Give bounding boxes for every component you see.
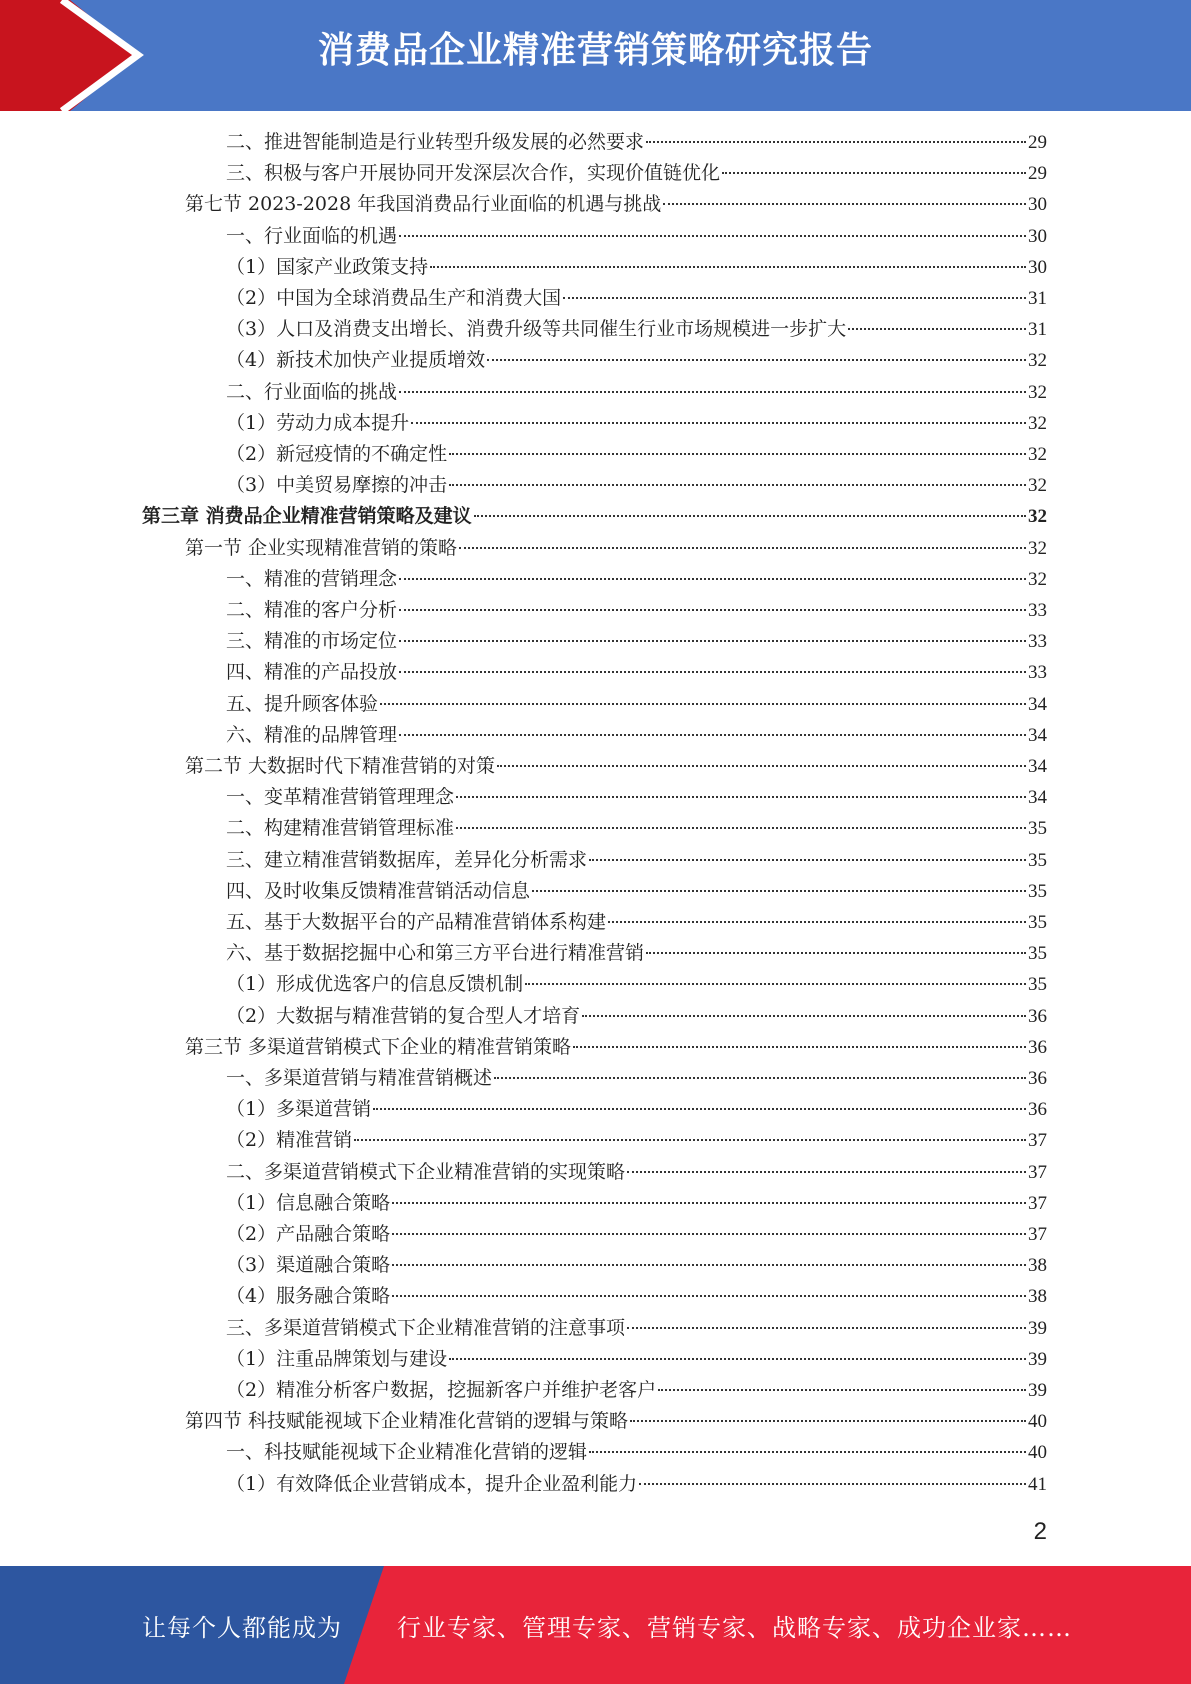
toc-entry-title: 五、基于大数据平台的产品精准营销体系构建 — [226, 911, 607, 933]
toc-subsection-entry[interactable] — [226, 782, 1047, 813]
toc-subsection-entry[interactable] — [226, 657, 1047, 688]
toc-subsection-entry[interactable] — [226, 221, 1047, 252]
toc-entry-page: 33 — [1028, 662, 1047, 684]
toc-subsection-entry[interactable] — [226, 345, 1047, 376]
toc-dot-leader — [630, 1420, 1026, 1422]
toc-subsection-entry[interactable] — [226, 1469, 1047, 1500]
toc-dot-leader — [392, 1202, 1026, 1204]
toc-subsection-entry[interactable] — [226, 720, 1047, 751]
toc-entry-page: 34 — [1028, 693, 1047, 715]
toc-entry-page: 37 — [1028, 1130, 1047, 1152]
toc-dot-leader — [354, 1139, 1026, 1141]
toc-entry-page: 30 — [1028, 256, 1047, 278]
toc-dot-leader — [627, 1327, 1026, 1329]
toc-entry-title: 四、精准的产品投放 — [226, 661, 398, 684]
toc-section-entry[interactable] — [185, 533, 1047, 564]
toc-subsection-entry[interactable] — [226, 907, 1047, 938]
toc-subsection-entry[interactable] — [226, 1344, 1047, 1375]
toc-entry-page: 39 — [1028, 1317, 1047, 1339]
toc-entry-title: 二、多渠道营销模式下企业精准营销的实现策略 — [226, 1160, 626, 1183]
toc-entry-title: （2）精准分析客户数据，挖掘新客户并维护老客户 — [226, 1379, 657, 1401]
toc-dot-leader — [646, 141, 1026, 143]
toc-entry-page: 36 — [1028, 1005, 1047, 1027]
toc-subsection-entry[interactable] — [226, 595, 1047, 626]
toc-entry-title: 四、及时收集反馈精准营销活动信息 — [226, 879, 531, 902]
toc-dot-leader — [411, 422, 1026, 424]
toc-dot-leader — [392, 1233, 1026, 1235]
toc-entry-page: 35 — [1028, 974, 1047, 996]
toc-dot-leader — [456, 796, 1026, 798]
toc-entry-page: 35 — [1028, 880, 1047, 902]
toc-entry-title: 一、精准的营销理念 — [226, 567, 398, 590]
toc-subsection-entry[interactable] — [226, 1281, 1047, 1312]
toc-entry-title: （2）产品融合策略 — [226, 1223, 391, 1245]
toc-entry-title: 二、构建精准营销管理标准 — [226, 817, 455, 840]
toc-subsection-entry[interactable] — [226, 845, 1047, 876]
toc-entry-page: 34 — [1028, 724, 1047, 746]
toc-entry-title: 六、精准的品牌管理 — [226, 723, 398, 746]
toc-dot-leader — [848, 328, 1026, 330]
document-title: 消费品企业精准营销策略研究报告 — [317, 30, 873, 71]
toc-subsection-entry[interactable] — [226, 1188, 1047, 1219]
toc-entry-page: 32 — [1028, 568, 1047, 590]
toc-subsection-entry[interactable] — [226, 969, 1047, 1000]
toc-dot-leader — [722, 172, 1026, 174]
toc-dot-leader — [627, 1171, 1026, 1173]
toc-entry-page: 33 — [1028, 631, 1047, 653]
toc-subsection-entry[interactable] — [226, 408, 1047, 439]
toc-section-entry[interactable] — [185, 751, 1047, 782]
toc-entry-page: 32 — [1028, 444, 1047, 465]
toc-dot-leader — [525, 983, 1026, 985]
toc-entry-title: 二、推进智能制造是行业转型升级发展的必然要求 — [226, 131, 645, 153]
toc-entry-title: （3）渠道融合策略 — [226, 1254, 391, 1277]
toc-dot-leader — [532, 890, 1026, 892]
toc-entry-page: 38 — [1028, 1286, 1047, 1308]
toc-subsection-entry[interactable] — [226, 314, 1047, 345]
toc-entry-title: （2）中国为全球消费品生产和消费大国 — [226, 287, 562, 309]
toc-entry-title: 一、科技赋能视域下企业精准化营销的逻辑 — [226, 1441, 588, 1464]
toc-entry-title: （3）中美贸易摩擦的冲击 — [226, 474, 448, 497]
toc-dot-leader — [646, 952, 1026, 954]
toc-entry-page: 38 — [1028, 1255, 1047, 1277]
toc-entry-page: 29 — [1028, 132, 1047, 153]
toc-entry-title: （1）注重品牌策划与建设 — [226, 1347, 448, 1370]
toc-entry-title: 六、基于数据挖掘中心和第三方平台进行精准营销 — [226, 942, 645, 965]
toc-entry-title: 一、行业面临的机遇 — [226, 224, 398, 247]
toc-subsection-entry[interactable] — [226, 1250, 1047, 1281]
toc-entry-page: 32 — [1028, 506, 1047, 528]
toc-subsection-entry[interactable] — [226, 1375, 1047, 1406]
toc-entry-page: 39 — [1028, 1348, 1047, 1370]
toc-entry-page: 36 — [1028, 1036, 1047, 1058]
toc-dot-leader — [399, 235, 1026, 237]
toc-entry-title: 第三章 消费品企业精准营销策略及建议 — [142, 505, 472, 528]
page-footer — [0, 1566, 1191, 1684]
toc-entry-page: 36 — [1028, 1099, 1047, 1121]
toc-entry-page: 40 — [1028, 1442, 1047, 1464]
toc-dot-leader — [494, 1077, 1026, 1079]
toc-dot-leader — [497, 765, 1026, 767]
toc-chapter-entry[interactable] — [142, 501, 1047, 532]
toc-subsection-entry[interactable] — [226, 813, 1047, 844]
toc-entry-title: 一、多渠道营销与精准营销概述 — [226, 1067, 493, 1089]
toc-entry-title: 第一节 企业实现精准营销的策略 — [185, 536, 458, 559]
toc-subsection-entry[interactable] — [226, 1313, 1047, 1344]
toc-entry-title: 三、积极与客户开展协同开发深层次合作，实现价值链优化 — [226, 162, 721, 185]
toc-dot-leader — [474, 515, 1026, 517]
toc-dot-leader — [392, 1264, 1026, 1266]
toc-entry-page: 29 — [1028, 163, 1047, 185]
toc-dot-leader — [399, 609, 1026, 611]
toc-subsection-entry[interactable] — [226, 283, 1047, 314]
toc-entry-title: （4）新技术加快产业提质增效 — [226, 349, 486, 372]
toc-entry-title: （1）多渠道营销 — [226, 1098, 372, 1121]
toc-dot-leader — [658, 1389, 1026, 1391]
toc-entry-title: （1）有效降低企业营销成本，提升企业盈利能力 — [226, 1472, 638, 1495]
toc-section-entry[interactable] — [185, 189, 1047, 220]
toc-entry-title: 第二节 大数据时代下精准营销的对策 — [185, 755, 496, 777]
toc-entry-page: 31 — [1028, 319, 1047, 341]
toc-entry-title: （1）信息融合策略 — [226, 1191, 391, 1214]
toc-subsection-entry[interactable] — [226, 564, 1047, 595]
toc-dot-leader — [456, 827, 1026, 829]
toc-subsection-entry[interactable] — [226, 1437, 1047, 1468]
toc-entry-title: （2）大数据与精准营销的复合型人才培育 — [226, 1004, 581, 1027]
toc-entry-page: 40 — [1028, 1411, 1047, 1433]
toc-dot-leader — [399, 671, 1026, 673]
toc-entry-page: 35 — [1028, 912, 1047, 933]
toc-subsection-entry[interactable] — [226, 1125, 1047, 1156]
toc-entry-page: 32 — [1028, 475, 1047, 497]
toc-entry-page: 39 — [1028, 1380, 1047, 1401]
toc-entry-title: 三、多渠道营销模式下企业精准营销的注意事项 — [226, 1316, 626, 1339]
toc-entry-title: 二、精准的客户分析 — [226, 599, 398, 621]
toc-entry-page: 37 — [1028, 1224, 1047, 1245]
toc-entry-page: 32 — [1028, 537, 1047, 559]
toc-dot-leader — [563, 297, 1026, 299]
toc-subsection-entry[interactable] — [226, 626, 1047, 657]
footer-slogan-right: 行业专家、管理专家、营销专家、战略专家、成功企业家…… — [397, 1614, 1072, 1642]
toc-entry-title: 第三节 多渠道营销模式下企业的精准营销策略 — [185, 1035, 572, 1058]
toc-subsection-entry[interactable] — [226, 439, 1047, 470]
toc-dot-leader — [430, 266, 1026, 268]
toc-dot-leader — [573, 1046, 1026, 1048]
toc-entry-page: 32 — [1028, 412, 1047, 434]
toc-entry-title: （2）新冠疫情的不确定性 — [226, 443, 448, 465]
toc-entry-title: （1）劳动力成本提升 — [226, 411, 410, 434]
toc-entry-title: 二、行业面临的挑战 — [226, 380, 398, 403]
toc-entry-page: 30 — [1028, 194, 1047, 216]
toc-entry-page: 34 — [1028, 787, 1047, 809]
toc-entry-title: （1）国家产业政策支持 — [226, 255, 429, 278]
toc-subsection-entry[interactable] — [226, 1157, 1047, 1188]
toc-entry-page: 37 — [1028, 1192, 1047, 1214]
toc-entry-page: 36 — [1028, 1068, 1047, 1089]
toc-subsection-entry[interactable] — [226, 377, 1047, 408]
toc-entry-title: 五、提升顾客体验 — [226, 692, 379, 715]
toc-subsection-entry[interactable] — [226, 689, 1047, 720]
toc-entry-title: 一、变革精准营销管理理念 — [226, 786, 455, 809]
toc-entry-title: （4）服务融合策略 — [226, 1285, 391, 1308]
toc-dot-leader — [380, 703, 1026, 705]
toc-entry-title: 三、精准的市场定位 — [226, 630, 398, 653]
toc-entry-page: 30 — [1028, 225, 1047, 247]
toc-entry-page: 37 — [1028, 1161, 1047, 1183]
toc-dot-leader — [589, 1451, 1026, 1453]
toc-dot-leader — [399, 578, 1026, 580]
toc-dot-leader — [589, 859, 1026, 861]
toc-entry-page: 35 — [1028, 943, 1047, 965]
toc-entry-page: 32 — [1028, 350, 1047, 372]
toc-entry-page: 31 — [1028, 288, 1047, 309]
toc-dot-leader — [399, 640, 1026, 642]
toc-subsection-entry[interactable] — [226, 1001, 1047, 1032]
toc-dot-leader — [449, 453, 1026, 455]
toc-subsection-entry[interactable] — [226, 1219, 1047, 1250]
toc-dot-leader — [399, 734, 1026, 736]
toc-subsection-entry[interactable] — [226, 1063, 1047, 1094]
toc-subsection-entry[interactable] — [226, 938, 1047, 969]
toc-dot-leader — [449, 1358, 1026, 1360]
toc-subsection-entry[interactable] — [226, 470, 1047, 501]
toc-dot-leader — [373, 1108, 1026, 1110]
toc-subsection-entry[interactable] — [226, 252, 1047, 283]
toc-subsection-entry[interactable] — [226, 1094, 1047, 1125]
toc-dot-leader — [487, 359, 1026, 361]
toc-entry-page: 35 — [1028, 849, 1047, 871]
toc-dot-leader — [639, 1483, 1026, 1485]
toc-entry-title: 第四节 科技赋能视域下企业精准化营销的逻辑与策略 — [185, 1410, 629, 1433]
toc-subsection-entry[interactable] — [226, 876, 1047, 907]
toc-entry-page: 35 — [1028, 818, 1047, 840]
toc-dot-leader — [392, 1295, 1026, 1297]
toc-dot-leader — [399, 391, 1026, 393]
toc-section-entry[interactable] — [185, 1406, 1047, 1437]
toc-entry-title: （3）人口及消费支出增长、消费升级等共同催生行业市场规模进一步扩大 — [226, 318, 847, 341]
toc-dot-leader — [608, 921, 1026, 923]
toc-entry-title: 三、建立精准营销数据库，差异化分析需求 — [226, 848, 588, 871]
toc-subsection-entry[interactable] — [226, 127, 1047, 158]
toc-entry-page: 33 — [1028, 600, 1047, 621]
toc-subsection-entry[interactable] — [226, 158, 1047, 189]
footer-slogan-left: 让每个人都能成为 — [142, 1614, 342, 1642]
toc-dot-leader — [459, 547, 1026, 549]
page-header — [0, 0, 1191, 111]
toc-entry-page: 34 — [1028, 756, 1047, 777]
toc-entry-title: （2）精准营销 — [226, 1129, 353, 1152]
toc-entry-page: 41 — [1028, 1473, 1047, 1495]
page-number: 2 — [1033, 1518, 1047, 1545]
toc-section-entry[interactable] — [185, 1032, 1047, 1063]
toc-dot-leader — [663, 203, 1026, 205]
toc-entry-title: 第七节 2023-2028 年我国消费品行业面临的机遇与挑战 — [185, 193, 662, 216]
toc-entry-title: （1）形成优选客户的信息反馈机制 — [226, 973, 524, 996]
toc-entry-page: 32 — [1028, 381, 1047, 403]
toc-dot-leader — [449, 484, 1026, 486]
toc-dot-leader — [582, 1015, 1026, 1017]
